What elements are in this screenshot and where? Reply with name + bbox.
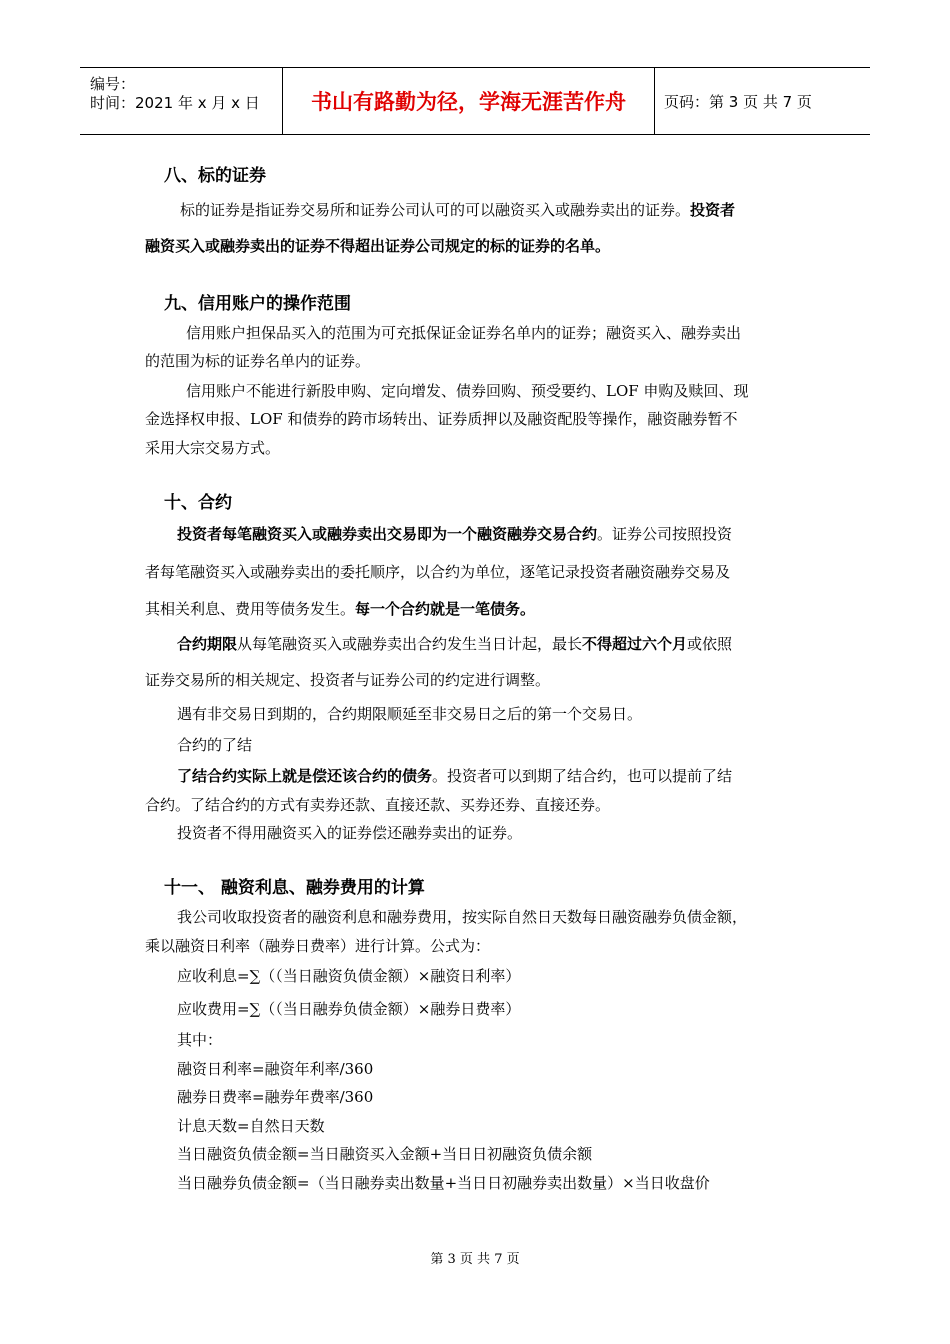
section-10-para1-line1 [177,523,842,544]
section-9-para2-line2: 金选择权申报、LOF 和债券的跨市场转出、证券质押以及融资配股等操作，融资融券暂不 [145,410,738,428]
page-footer: 第 3 页 共 7 页 [430,1252,520,1267]
formula-financing-liability: 当日融资负债金额=当日融资买入金额+当日日初融资负债余额 [177,1145,593,1163]
section-9-para1-line2: 的范围为标的证券名单内的证券。 [145,352,371,370]
bold-run: 投资者 [690,201,736,219]
section-10-para4-line1 [177,765,842,786]
formula-securities-liability: 当日融券负债金额=（当日融券卖出数量+当日日初融券卖出数量）×当日收盘价 [177,1174,710,1192]
section-10-para2-line2: 证券交易所的相关规定、投资者与证券公司的约定进行调整。 [145,671,551,689]
section-9-para2-line1: 信用账户不能进行新股申购、定向增发、债券回购、预受要约、LOF 申购及赎回、现 [186,382,749,400]
section-11-title: 十一、 融资利息、融券费用的计算 [164,878,425,898]
header-motto: 书山有路勤为径，学海无涯苦作舟 [283,68,655,134]
bold-run: 了结合约实际上就是偿还该合约的债务 [177,767,433,785]
formula-interest-days: 计息天数=自然日天数 [177,1117,325,1135]
section-8-para-line2 [145,235,810,256]
text-run: 从每笔融资买入或融券卖出合约发生当日计起，最长 [237,635,583,653]
text-run: 。投资者可以到期了结合约，也可以提前了结 [432,767,733,785]
text-run: 标的证券是指证券交易所和证券公司认可的可以融资买入或融券卖出的证券。 [180,201,691,219]
section-10-para1-line2: 者每笔融资买入或融券卖出的委托顺序，以合约为单位，逐笔记录投资者融资融券交易及 [145,563,731,581]
header-page-number: 页码：第 3 页 共 7 页 [664,92,812,111]
formula-fee: 应收费用=∑（（当日融券负债金额）×融券日费率） [177,1000,521,1018]
bold-run: 投资者每笔融资买入或融券卖出交易即为一个融资融券交易合约 [177,525,598,543]
section-10-para1-line3 [145,598,810,619]
section-8-title: 八、标的证券 [164,166,266,186]
bold-run: 融资买入或融券卖出的证券不得超出证券公司规定的标的证券的名单。 [145,237,611,255]
bold-run: 每一个合约就是一笔债务。 [355,600,536,618]
section-10-para5: 投资者不得用融资买入的证券偿还融券卖出的证券。 [177,824,523,842]
header-number: 编号： [90,75,136,93]
formula-where: 其中： [177,1031,223,1049]
section-9-para2-line3: 采用大宗交易方式。 [145,439,281,457]
section-9-title: 九、信用账户的操作范围 [164,294,351,314]
section-10-para3: 遇有非交易日到期的，合约期限顺延至非交易日之后的第一个交易日。 [177,705,643,723]
section-8-para-line1 [180,199,845,220]
formula-interest: 应收利息=∑（（当日融资负债金额）×融资日利率） [177,967,521,985]
bold-run: 不得超过六个月 [582,635,688,653]
formula-daily-interest-rate: 融资日利率=融资年利率/360 [177,1060,374,1078]
section-11-para1-line2: 乘以融资日利率（融券日费率）进行计算。公式为： [145,937,491,955]
text-run: 或依照 [687,635,733,653]
section-9-para1-line1: 信用账户担保品买入的范围为可充抵保证金证券名单内的证券；融资买入、融券卖出 [186,324,742,342]
section-10-para4-line2: 合约。了结合约的方式有卖券还款、直接还款、买券还券、直接还券。 [145,796,611,814]
section-11-para1-line1: 我公司收取投资者的融资利息和融券费用，按实际自然日天数每日融资融券负债金额， [177,908,748,926]
section-10-para2-line1 [177,633,842,654]
bold-run: 合约期限 [177,635,238,653]
section-10-subheading: 合约的了结 [177,736,253,754]
text-run: 。证券公司按照投资 [597,525,733,543]
header-date: 时间：2021 年 x 月 x 日 [90,94,260,112]
text-run: 其相关利息、费用等债务发生。 [145,600,356,618]
section-10-title: 十、合约 [164,493,232,513]
formula-daily-fee-rate: 融券日费率=融券年费率/360 [177,1088,374,1106]
